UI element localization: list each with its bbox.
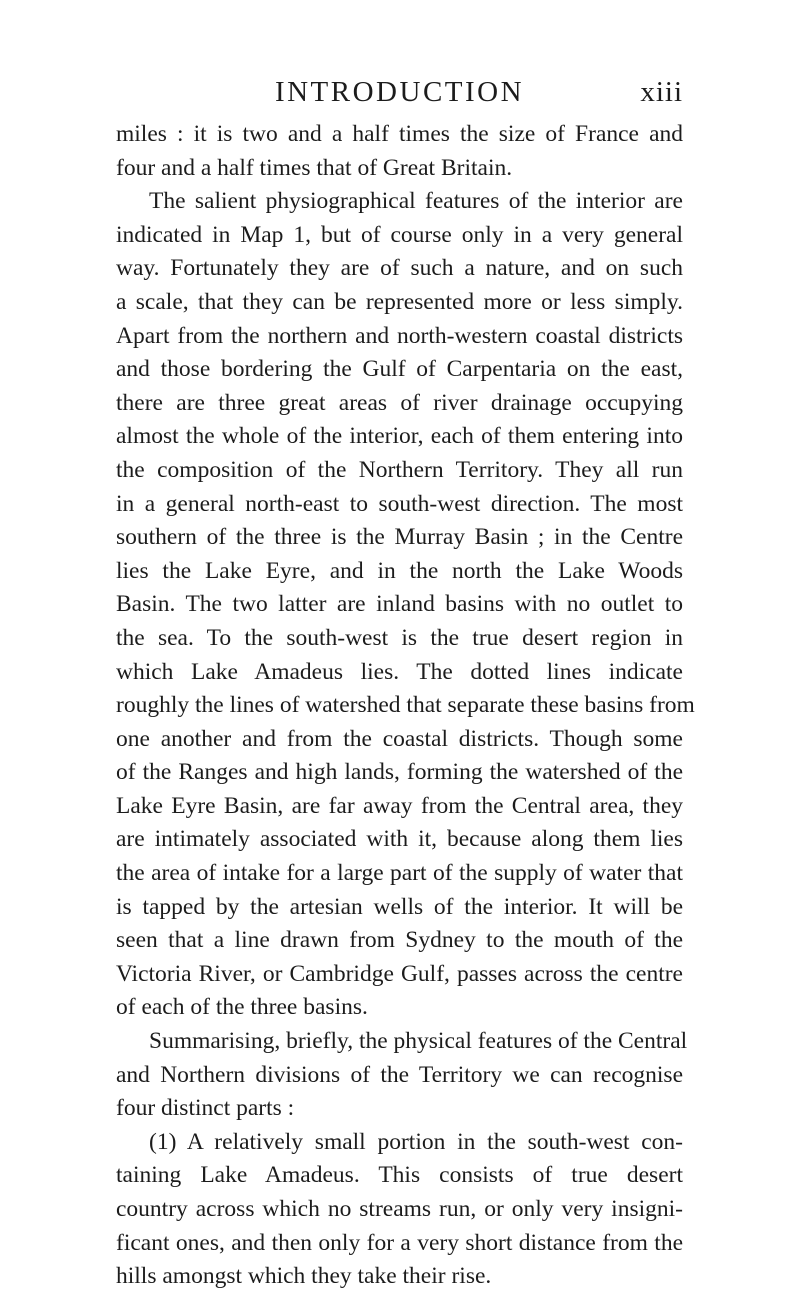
text-line: four and a half times that of Great Britain. xyxy=(116,154,513,181)
text-line: Victoria River, or Cambridge Gulf, passes across the centre xyxy=(116,960,683,987)
text-line: four distinct parts : xyxy=(116,1095,295,1122)
text-line: almost the whole of the interior, each of them entering into xyxy=(116,423,683,450)
text-line: indicated in Map 1, but of course only in a very general xyxy=(116,221,683,248)
text-line: and Northern divisions of the Territory we can recognise xyxy=(116,1061,683,1088)
chapter-title: INTRODUCTION xyxy=(274,76,525,108)
text-line: there are three great areas of river drainage occupying xyxy=(116,389,683,416)
text-line: Apart from the northern and north-western coastal districts xyxy=(116,322,683,349)
text-line: and those bordering the Gulf of Carpentaria on the east, xyxy=(116,356,683,383)
text-line: the sea. To the south-west is the true desert region in xyxy=(116,624,683,651)
text-line: is tapped by the artesian wells of the interior. It will be xyxy=(116,893,683,920)
text-line: southern of the three is the Murray Basin ; in the Centre xyxy=(116,524,683,551)
text-line: a scale, that they can be represented more or less simply. xyxy=(116,288,683,315)
text-line: hills amongst which they take their rise. xyxy=(116,1263,492,1290)
text-line: of the Ranges and high lands, forming the watershed of the xyxy=(116,759,683,786)
text-line: miles : it is two and a half times the size of France and xyxy=(116,121,683,147)
text-line: way. Fortunately they are of such a nature, and on such xyxy=(116,255,683,282)
text-line: roughly the lines of watershed that separate these basins from xyxy=(116,692,695,719)
page-number: xiii xyxy=(640,76,683,108)
text-line: ficant ones, and then only for a very short distance from the xyxy=(116,1229,683,1256)
text-line: are intimately associated with it, because along them lies xyxy=(116,826,683,853)
text-line: which Lake Amadeus lies. The dotted lines indicate xyxy=(116,658,683,685)
text-line: of each of the three basins. xyxy=(116,994,368,1021)
text-line: seen that a line drawn from Sydney to the mouth of the xyxy=(116,927,683,954)
text-line: in a general north-east to south-west direction. The most xyxy=(116,490,683,517)
text-line: country across which no streams run, or only very insigni- xyxy=(116,1196,683,1222)
running-head xyxy=(116,72,683,112)
text-line: the composition of the Northern Territory. They all run xyxy=(116,456,683,483)
text-line: one another and from the coastal districts. Though some xyxy=(116,725,683,752)
text-line: (1) A relatively small portion in the south-west con- xyxy=(149,1128,683,1155)
body-text xyxy=(116,118,695,1294)
text-line: Basin. The two latter are inland basins with no outlet to xyxy=(116,591,683,618)
text-line: the area of intake for a large part of the supply of water that xyxy=(116,860,683,887)
text-line: Summarising, briefly, the physical features of the Central xyxy=(149,1028,688,1055)
text-line: lies the Lake Eyre, and in the north the Lake Woods xyxy=(116,557,683,584)
text-line: The salient physiographical features of the interior are xyxy=(149,188,683,215)
text-line: Lake Eyre Basin, are far away from the Central area, they xyxy=(116,792,683,819)
text-line: taining Lake Amadeus. This consists of true desert xyxy=(116,1162,683,1189)
